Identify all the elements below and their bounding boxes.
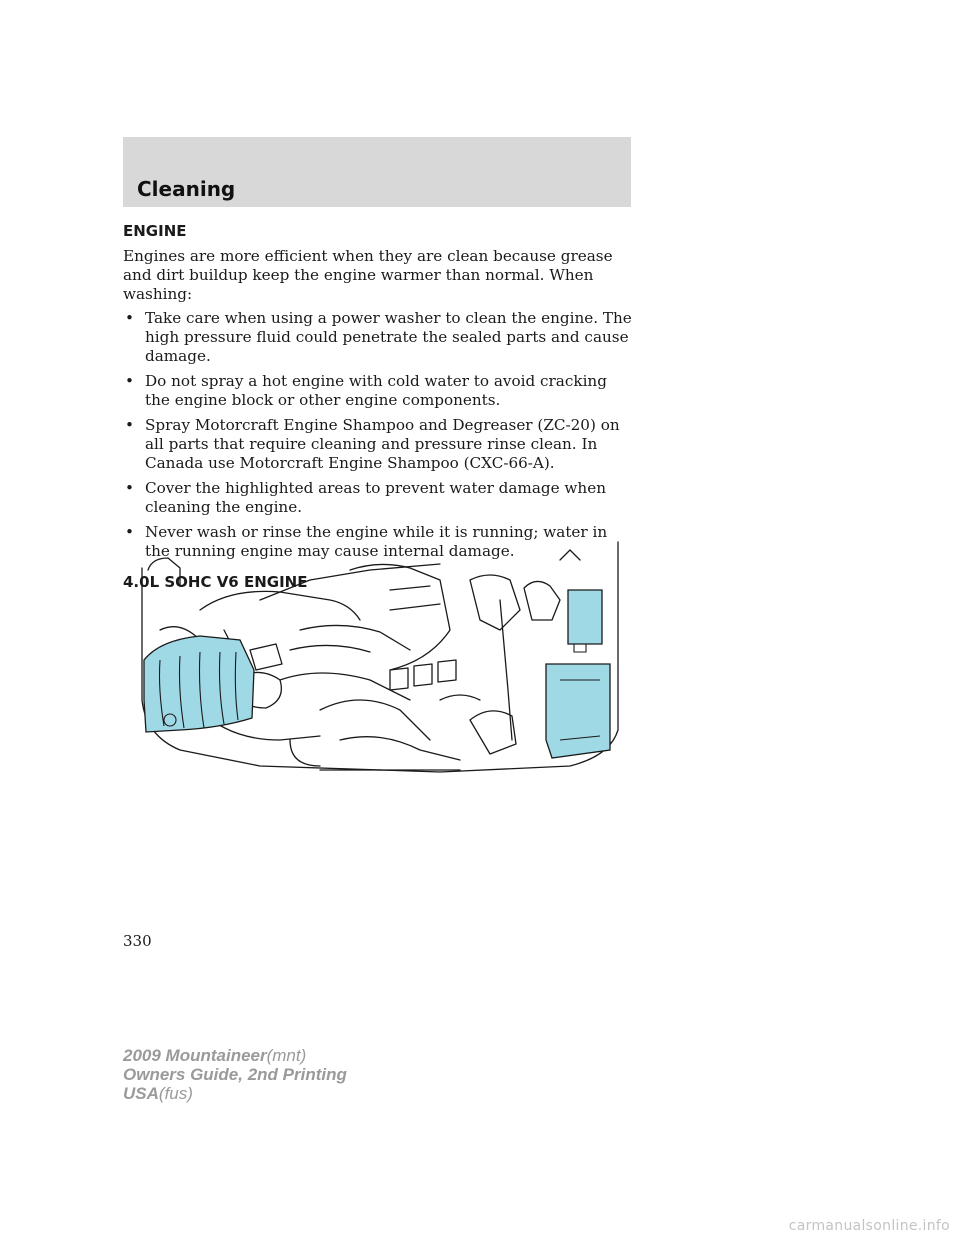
list-item-text: Spray Motorcraft Engine Shampoo and Degreaser (ZC-20) on all parts that require cleaning and pressure rinse clean. In Canada use Motorcraft Engine Shampoo (CXC-66-A). (145, 416, 620, 472)
engine-heading: ENGINE (123, 222, 187, 240)
list-item (123, 416, 633, 473)
engine-compartment-illustration (140, 540, 622, 784)
footer-line-1 (123, 1046, 347, 1065)
intro-paragraph: Engines are more efficient when they are clean because grease and dirt buildup keep the engine warmer than normal. When washing: (123, 247, 613, 303)
bullet-icon: • (125, 523, 134, 541)
list-item-text: Do not spray a hot engine with cold water to avoid cracking the engine block or other engine components. (145, 372, 607, 409)
washing-instructions-list (123, 309, 633, 561)
section-header-band (123, 137, 631, 207)
list-item-text: Cover the highlighted areas to prevent water damage when cleaning the engine. (145, 479, 606, 516)
engine-figure-heading: 4.0L SOHC V6 ENGINE (123, 573, 308, 591)
watermark: carmanualsonline.info (788, 1218, 950, 1234)
footer-line-2 (123, 1065, 347, 1084)
footer-vehicle-code: (mnt) (266, 1046, 307, 1065)
footer-vehicle: 2009 Mountaineer (123, 1046, 267, 1065)
list-item (123, 479, 633, 517)
bullet-icon: • (125, 372, 134, 390)
list-item-text: Never wash or rinse the engine while it is running; water in the running engine may cause internal damage. (145, 523, 608, 560)
footer-market: USA (123, 1084, 159, 1103)
footer-line-3 (123, 1084, 347, 1103)
page-number: 330 (123, 932, 152, 950)
list-item (123, 372, 633, 410)
list-item-text: Take care when using a power washer to clean the engine. The high pressure fluid could penetrate the sealed parts and cause damage. (145, 309, 632, 365)
bullet-icon: • (125, 479, 134, 497)
document-footer (123, 1046, 347, 1103)
bullet-icon: • (125, 309, 134, 327)
footer-market-code: (fus) (158, 1084, 193, 1103)
section-title: Cleaning (137, 177, 236, 201)
bullet-icon: • (125, 416, 134, 434)
list-item (123, 309, 633, 366)
footer-guide: Owners Guide, 2nd Printing (123, 1065, 347, 1084)
